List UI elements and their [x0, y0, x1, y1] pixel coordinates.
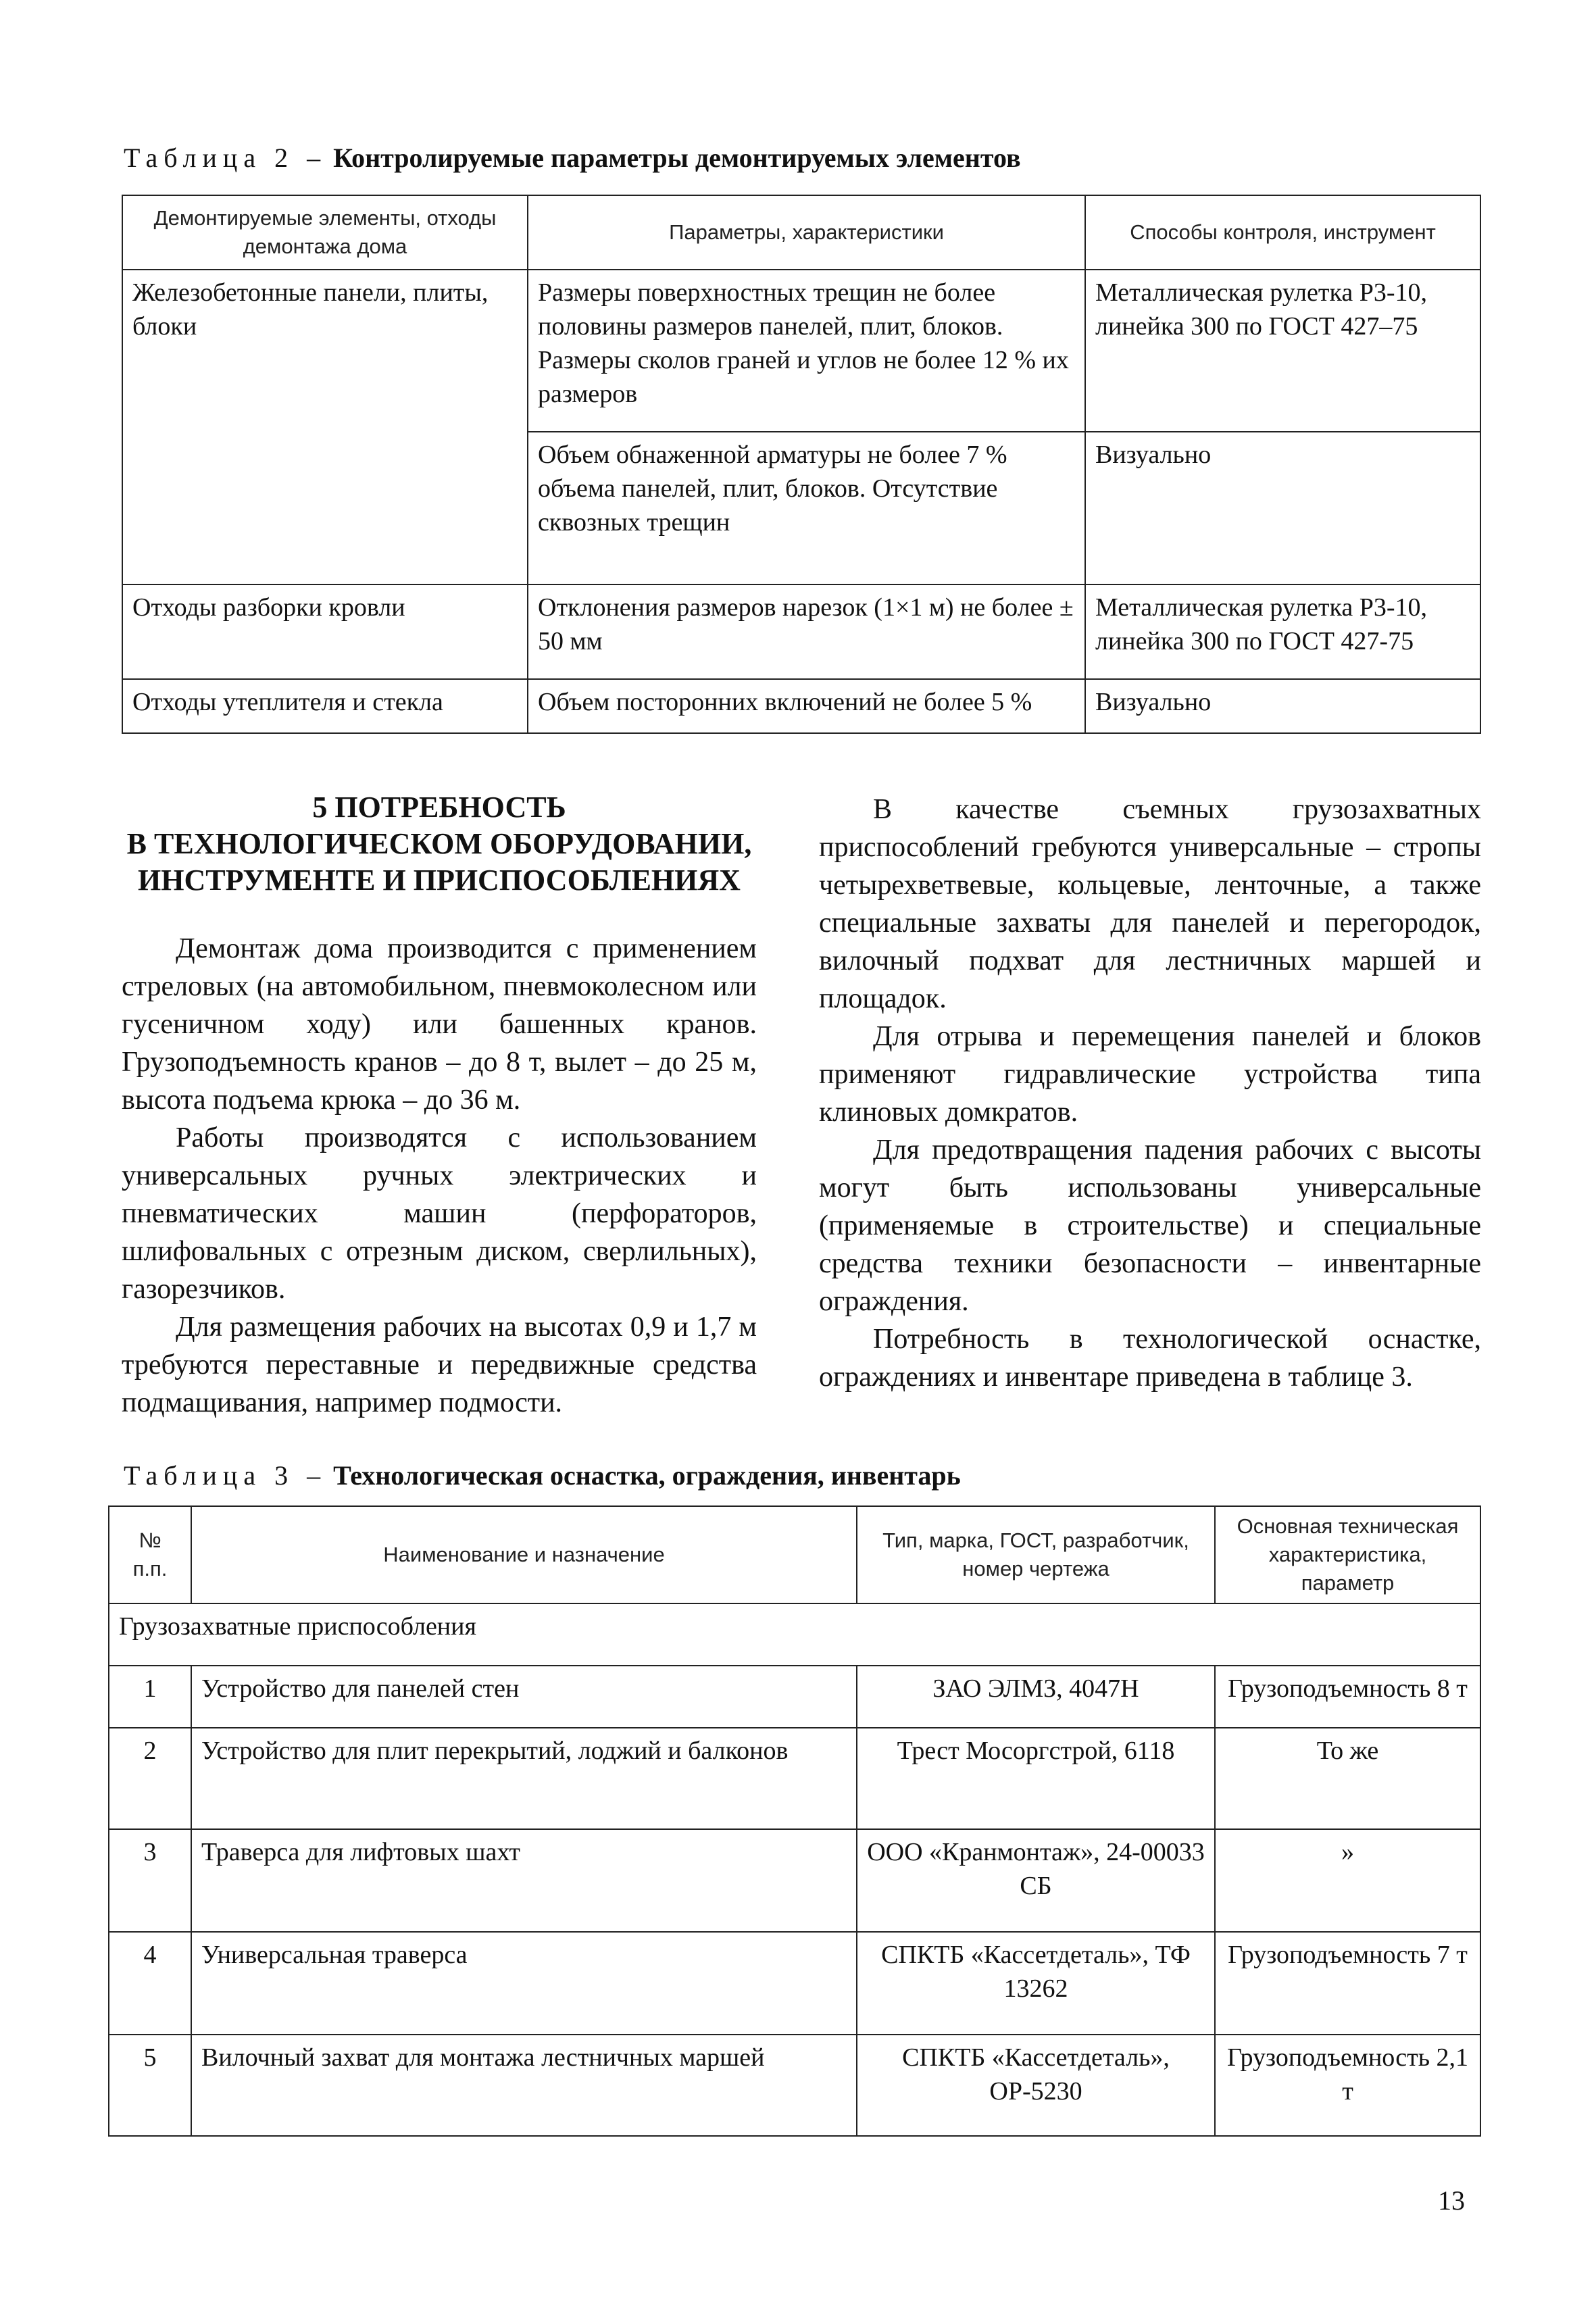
table2-cell-element: Отходы разборки кровли [122, 584, 528, 679]
table3-cell-type: ЗАО ЭЛМЗ, 4047Н [857, 1666, 1215, 1728]
section-heading [122, 789, 757, 899]
section-heading-line2: В ТЕХНОЛОГИЧЕСКОМ ОБОРУДОВАНИИ, [126, 827, 752, 860]
table3-cell-spec: То же [1215, 1728, 1480, 1829]
table-row [122, 270, 1480, 432]
table2-cell-element: Железобетонные панели, плиты, блоки [122, 270, 528, 584]
table3-cell-name: Устройство для панелей стен [191, 1666, 857, 1728]
table3-cell-spec: Грузоподъемность 2,1 т [1215, 2035, 1480, 2136]
table3-cell-spec: » [1215, 1829, 1480, 1932]
table2-cell-param: Объем посторонних включений не более 5 % [528, 679, 1085, 733]
table3-cell-spec: Грузоподъемность 7 т [1215, 1932, 1480, 2035]
page-number: 13 [1438, 2185, 1465, 2216]
table3-header-spec: Основная техническая характеристика, параметр [1215, 1506, 1480, 1603]
section-heading-line3: ИНСТРУМЕНТЕ И ПРИСПОСОБЛЕНИЯХ [138, 864, 741, 897]
table2-header-elements: Демонтируемые элементы, отходы демонтажа дома [122, 195, 528, 270]
table2-cell-method: Визуально [1085, 432, 1480, 584]
table3-cell-type: СПКТБ «Кассетдеталь», ТФ 13262 [857, 1932, 1215, 2035]
paragraph: Для отрыва и перемещения панелей и блоков применяют гидравлические устройства типа клиновых домкратов. [819, 1021, 1481, 1128]
table-row [122, 679, 1480, 733]
table2-cell-param: Отклонения размеров нарезок (1×1 м) не более ± 50 мм [528, 584, 1085, 679]
table3 [108, 1505, 1481, 2137]
table2-cell-param: Объем обнаженной арматуры не более 7 % объема панелей, плит, блоков. Отсутствие сквозных трещин [528, 432, 1085, 584]
table3-header-name: Наименование и назначение [191, 1506, 857, 1603]
table3-header-row [109, 1506, 1480, 1603]
table2-cell-method: Металлическая рулетка Р3-10, линейка 300 по ГОСТ 427-75 [1085, 584, 1480, 679]
table3-label: Таблица 3 – [124, 1460, 327, 1491]
table3-cell-type: СПКТБ «Кассетдеталь», ОР-5230 [857, 2035, 1215, 2136]
table3-cell-number: 4 [109, 1932, 191, 2035]
table3-header-type: Тип, марка, ГОСТ, разработчик, номер чертежа [857, 1506, 1215, 1603]
table3-cell-name: Устройство для плит перекрытий, лоджий и балконов [191, 1728, 857, 1829]
paragraph: В качестве съемных грузозахватных приспособлений гребуются универсальные – стропы четырехветвевые, кольцевые, ленточные, а также специальные захваты для панелей и перегородок, вилочный подхват для лестничных маршей и площадок. [819, 794, 1481, 1014]
table2-header-row [122, 195, 1480, 270]
table3-cell-type: Трест Мосоргстрой, 6118 [857, 1728, 1215, 1829]
table3-cell-number: 2 [109, 1728, 191, 1829]
table3-cell-number: 3 [109, 1829, 191, 1932]
table3-title: Технологическая оснастка, ограждения, инвентарь [333, 1460, 961, 1491]
table2-title: Контролируемые параметры демонтируемых элементов [333, 143, 1021, 173]
paragraph: Работы производятся с использованием универсальных ручных электрических и пневматических машин (перфораторов, шлифовальных с отрезным диском, сверлильных), газорезчиков. [122, 1122, 757, 1305]
table-row [109, 1728, 1480, 1829]
table-row [109, 2035, 1480, 2136]
table2-header-params: Параметры, характеристики [528, 195, 1085, 270]
table3-cell-name: Вилочный захват для монтажа лестничных маршей [191, 2035, 857, 2136]
table2-header-methods: Способы контроля, инструмент [1085, 195, 1480, 270]
table2-caption [124, 141, 1021, 176]
table2-label: Таблица 2 – [124, 143, 327, 173]
table2-cell-param: Размеры поверхностных трещин не более половины размеров панелей, плит, блоков. Размеры сколов граней и углов не более 12 % их размеров [528, 270, 1085, 432]
left-column [122, 789, 757, 1422]
table2-cell-element: Отходы утеплителя и стекла [122, 679, 528, 733]
paragraph: Для предотвращения падения рабочих с высоты могут быть использованы универсальные (применяемые в строительстве) и специальные средства техники безопасности – инвентарные ограждения. [819, 1135, 1481, 1317]
table3-cell-spec: Грузоподъемность 8 т [1215, 1666, 1480, 1728]
table2-cell-method: Металлическая рулетка Р3-10, линейка 300 по ГОСТ 427–75 [1085, 270, 1480, 432]
table-row [109, 1932, 1480, 2035]
table3-cell-number: 1 [109, 1666, 191, 1728]
table3-cell-name: Универсальная траверса [191, 1932, 857, 2035]
table-row [109, 1666, 1480, 1728]
section-heading-line1: 5 ПОТРЕБНОСТЬ [312, 791, 566, 824]
table3-cell-type: ООО «Кранмонтаж», 24-00033 СБ [857, 1829, 1215, 1932]
right-column [819, 791, 1481, 1396]
table3-caption [124, 1458, 961, 1493]
paragraph: Демонтаж дома производится с применением стреловых (на автомобильном, пневмоколесном или гусеничном ходу) или башенных кранов. Грузоподъемность кранов – до 8 т, вылет – до 25 м, высота подъема крюка – до 36 м. [122, 933, 757, 1116]
table2 [122, 195, 1481, 734]
table2-cell-method: Визуально [1085, 679, 1480, 733]
table-row [122, 584, 1480, 679]
paragraph: Потребность в технологической оснастке, ограждениях и инвентаре приведена в таблице 3. [819, 1324, 1481, 1393]
table3-section-title: Грузозахватные приспособления [109, 1603, 1480, 1666]
table3-section-row [109, 1603, 1480, 1666]
paragraph: Для размещения рабочих на высотах 0,9 и 1,7 м требуются переставные и передвижные средства подмащивания, например подмости. [122, 1312, 757, 1418]
table3-header-number: № п.п. [109, 1506, 191, 1603]
table-row [109, 1829, 1480, 1932]
table3-cell-number: 5 [109, 2035, 191, 2136]
table3-cell-name: Траверса для лифтовых шахт [191, 1829, 857, 1932]
